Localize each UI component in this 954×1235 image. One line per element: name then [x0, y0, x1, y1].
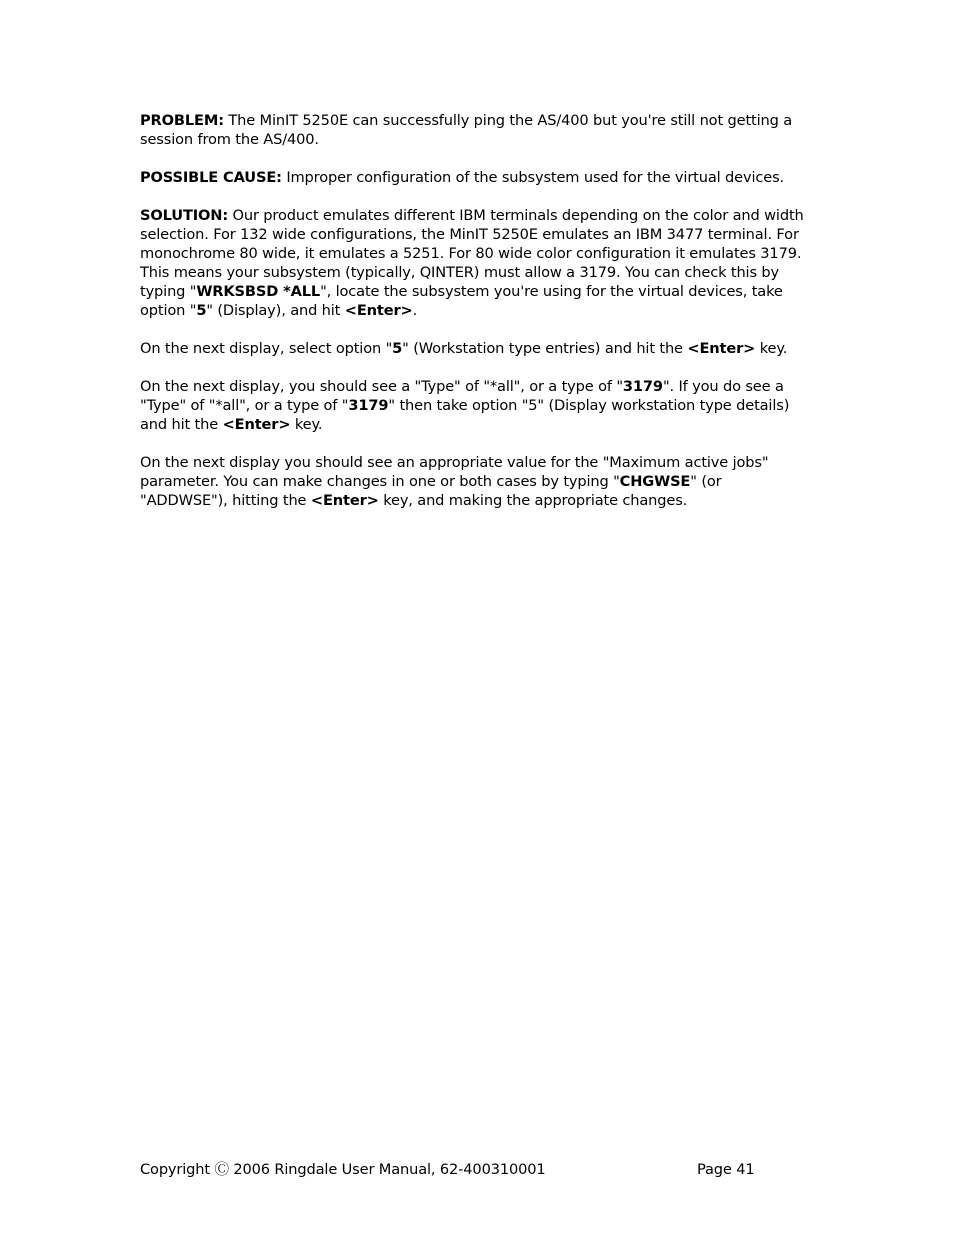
- problem-label: PROBLEM:: [140, 112, 224, 129]
- problem-text: The MinIT 5250E can successfully ping the AS/400 but you're still not getting a session from the AS/400.: [140, 112, 792, 148]
- step3-command: CHGWSE: [619, 473, 691, 490]
- step2-paragraph: [140, 377, 810, 434]
- step2-text-2: ". If you do see a "Type" of "*all", or a type of ": [140, 378, 784, 414]
- step2-text-4: key.: [290, 416, 323, 433]
- step3-text-1: On the next display you should see an appropriate value for the "Maximum active jobs" parameter. You can make changes in one or both cases by typing ": [140, 454, 769, 490]
- solution-command: WRKSBSD *ALL: [196, 283, 321, 300]
- step3-text-3: key, and making the appropriate changes.: [378, 492, 688, 509]
- step3-text-2: " (or "ADDWSE"), hitting the: [140, 473, 722, 509]
- solution-label: SOLUTION:: [140, 207, 229, 224]
- step1-text-2: " (Workstation type entries) and hit the: [402, 340, 688, 357]
- step3-key: <Enter>: [310, 492, 379, 509]
- footer-page-number: Page 41: [697, 1161, 755, 1178]
- document-body: [140, 111, 810, 529]
- step2-key: <Enter>: [222, 416, 291, 433]
- solution-text-4: .: [412, 302, 418, 319]
- step2-type-2: 3179: [348, 397, 389, 414]
- solution-paragraph: [140, 206, 810, 320]
- step1-text-1: On the next display, select option ": [140, 340, 393, 357]
- solution-text-3: " (Display), and hit: [206, 302, 345, 319]
- cause-label: POSSIBLE CAUSE:: [140, 169, 282, 186]
- step1-text-3: key.: [755, 340, 788, 357]
- cause-paragraph: [140, 168, 810, 187]
- step1-key: <Enter>: [687, 340, 756, 357]
- step2-text-3: " then take option "5" (Display workstation type details) and hit the: [140, 397, 790, 433]
- step2-text-1: On the next display, you should see a "Type" of "*all", or a type of ": [140, 378, 623, 395]
- step3-paragraph: [140, 453, 810, 510]
- solution-text-2: ", locate the subsystem you're using for the virtual devices, take option ": [140, 283, 783, 319]
- step1-paragraph: [140, 339, 810, 358]
- footer-copyright: Copyright Ⓒ 2006 Ringdale User Manual, 62-400310001: [140, 1161, 546, 1178]
- solution-option: 5: [196, 302, 207, 319]
- problem-paragraph: [140, 111, 810, 149]
- solution-key: <Enter>: [344, 302, 413, 319]
- step2-type-1: 3179: [622, 378, 663, 395]
- cause-text: Improper configuration of the subsystem used for the virtual devices.: [281, 169, 785, 186]
- solution-text-1: Our product emulates different IBM terminals depending on the color and width selection. For 132 wide configurations, the MinIT 5250E emulates an IBM 3477 terminal. For monochrome 80 wide, it emulates a 5251. For 80 wide color configuration it emulates 3179. This means your subsystem (typically, QINTER) must allow a 3179. You can check this by typing ": [140, 207, 804, 300]
- step1-option: 5: [392, 340, 403, 357]
